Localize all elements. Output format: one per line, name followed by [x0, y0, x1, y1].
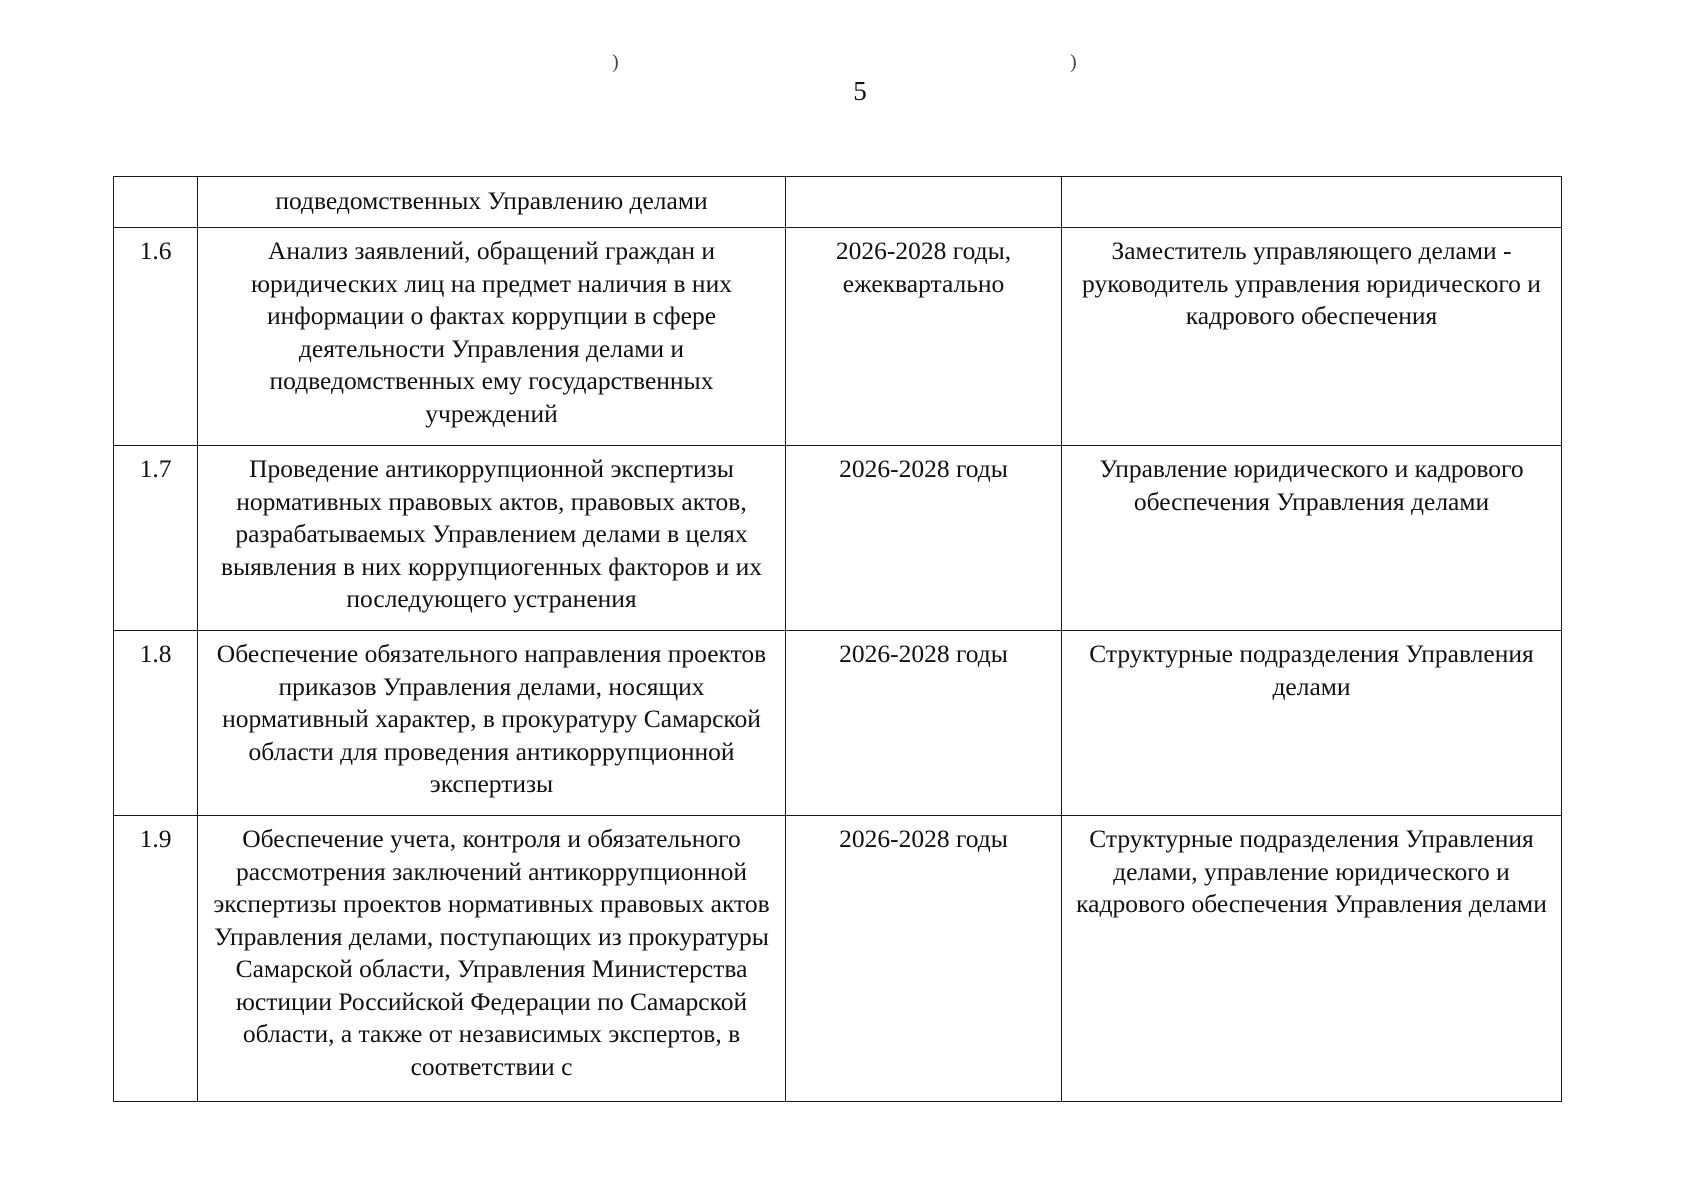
cell-event: Проведение антикоррупционной экспертизы нормативных правовых актов, правовых актов, разрабатываемых Управлением делами в целях выявления в них коррупциогенных факторов и их последующего устранения [198, 446, 786, 631]
cell-event: Анализ заявлений, обращений граждан и юридических лиц на предмет наличия в них информации о фактах коррупции в сфере деятельности Управления делами и подведомственных ему государственных учреждений [198, 228, 786, 446]
cell-responsible: Структурные подразделения Управления делами [1062, 631, 1562, 816]
cell-responsible: Структурные подразделения Управления делами, управление юридического и кадрового обеспечения Управления делами [1062, 816, 1562, 1102]
cell-term: 2026-2028 годы [786, 816, 1062, 1102]
cell-term: 2026-2028 годы, ежеквартально [786, 228, 1062, 446]
action-plan-table [113, 176, 1562, 1102]
cell-num: 1.6 [114, 228, 198, 446]
cell-responsible: Управление юридического и кадрового обеспечения Управления делами [1062, 446, 1562, 631]
cell-num: 1.9 [114, 816, 198, 1102]
table-row-1-9 [114, 816, 1562, 1102]
cell-responsible [1062, 177, 1562, 228]
page-number: 5 [853, 76, 867, 106]
cell-responsible: Заместитель управляющего делами - руководитель управления юридического и кадрового обеспечения [1062, 228, 1562, 446]
cell-term [786, 177, 1062, 228]
cell-num [114, 177, 198, 228]
cell-term: 2026-2028 годы [786, 631, 1062, 816]
scan-mark-left: ) [612, 51, 619, 73]
table-row-continuation [114, 177, 1562, 228]
cell-term: 2026-2028 годы [786, 446, 1062, 631]
scan-mark-right: ) [1070, 51, 1077, 73]
table-row-1-8 [114, 631, 1562, 816]
cell-num: 1.8 [114, 631, 198, 816]
table-row-1-6 [114, 228, 1562, 446]
cell-num: 1.7 [114, 446, 198, 631]
cell-event: подведомственных Управлению делами [198, 177, 786, 228]
cell-event: Обеспечение обязательного направления проектов приказов Управления делами, носящих нормативный характер, в прокуратуру Самарской области для проведения антикоррупционной экспертизы [198, 631, 786, 816]
cell-event: Обеспечение учета, контроля и обязательного рассмотрения заключений антикоррупционной экспертизы проектов нормативных правовых актов Управления делами, поступающих из прокуратуры Самарской области, Управления Министерства юстиции Российской Федерации по Самарской области, а также от независимых экспертов, в соответствии с [198, 816, 786, 1102]
table-row-1-7 [114, 446, 1562, 631]
